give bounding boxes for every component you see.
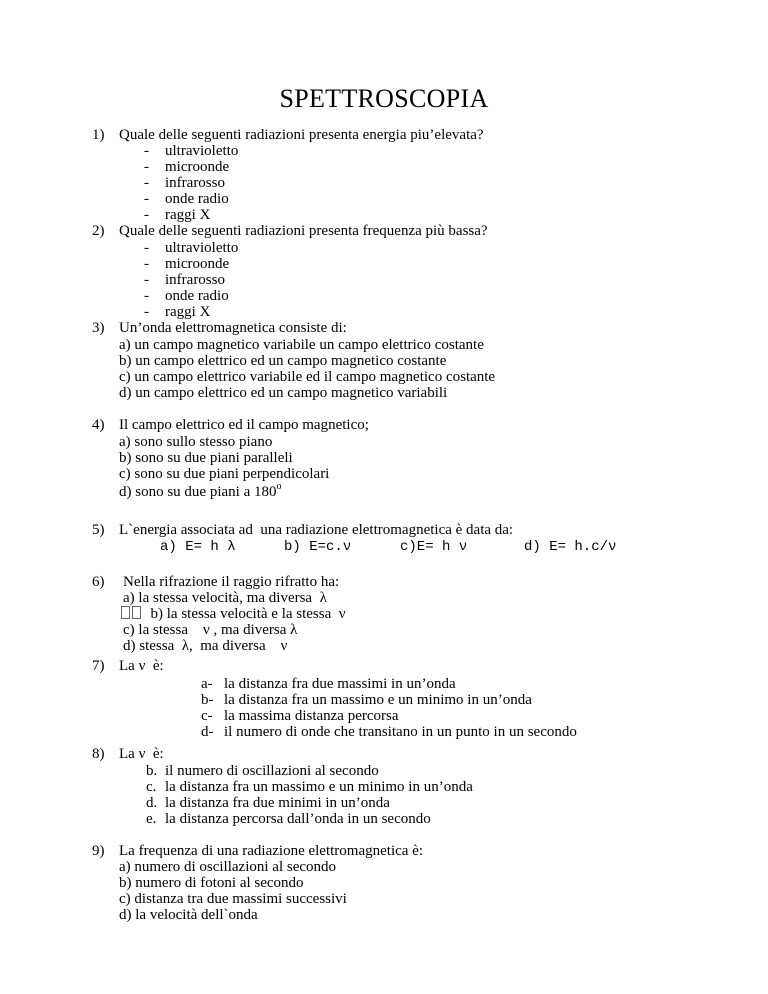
question-1-option: raggi X — [165, 207, 211, 223]
page-title: SPETTROSCOPIA — [279, 84, 489, 113]
question-9-number: 9) — [92, 843, 105, 859]
question-1-option: infrarosso — [165, 175, 225, 191]
question-6-option: c) la stessa ν , ma diversa λ — [123, 622, 298, 638]
question-4-option: b) sono su due piani paralleli — [119, 450, 293, 466]
question-7-option-letter: b- — [201, 692, 214, 708]
missing-glyph-icon — [132, 606, 141, 619]
question-9-option: b) numero di fotoni al secondo — [119, 875, 304, 891]
question-3-option: d) un campo elettrico ed un campo magnetico variabili — [119, 385, 448, 401]
question-3-option: b) un campo elettrico ed un campo magnetico costante — [119, 353, 447, 369]
option-dash: - — [144, 207, 149, 223]
question-8-option: il numero di oscillazioni al secondo — [165, 763, 379, 779]
question-8-option: la distanza percorsa dall’onda in un secondo — [165, 811, 431, 827]
option-dash: - — [144, 288, 149, 304]
option-dash: - — [144, 143, 149, 159]
option-dash: - — [144, 159, 149, 175]
question-4-option: a) sono sullo stesso piano — [119, 434, 273, 450]
question-3-option: c) un campo elettrico variabile ed il campo magnetico costante — [119, 369, 496, 385]
question-2-option: ultravioletto — [165, 240, 239, 256]
question-1-text: Quale delle seguenti radiazioni presenta energia piu’elevata? — [119, 127, 484, 143]
question-1-number: 1) — [92, 127, 105, 143]
question-7-option-letter: d- — [201, 724, 214, 740]
question-4-option: c) sono su due piani perpendicolari — [119, 466, 330, 482]
option-dash: - — [144, 175, 149, 191]
question-7-option-letter: c- — [201, 708, 213, 724]
question-7-number: 7) — [92, 658, 105, 674]
question-2-option: onde radio — [165, 288, 229, 304]
question-9-text: La frequenza di una radiazione elettromagnetica è: — [119, 843, 423, 859]
question-8-text: La ν è: — [119, 746, 164, 762]
question-6-option: b) la stessa velocità e la stessa ν — [121, 606, 346, 622]
question-6-text: Nella rifrazione il raggio rifratto ha: — [123, 574, 340, 590]
question-5-option: c)E= h ν — [400, 539, 468, 555]
missing-glyph-icon — [121, 606, 130, 619]
question-6-option: d) stessa λ, ma diversa ν — [123, 638, 288, 654]
question-5-text: L`energia associata ad una radiazione elettromagnetica è data da: — [119, 522, 514, 538]
question-6-number: 6) — [92, 574, 105, 590]
question-4-text: Il campo elettrico ed il campo magnetico; — [119, 417, 369, 433]
question-2-option: raggi X — [165, 304, 211, 320]
question-9-option: d) la velocità dell`onda — [119, 907, 258, 923]
question-1-option: onde radio — [165, 191, 229, 207]
question-2-text: Quale delle seguenti radiazioni presenta frequenza più bassa? — [119, 223, 488, 239]
question-4-option-degrees — [119, 481, 282, 500]
question-5-option: b) E=c.ν — [284, 539, 352, 555]
question-2-option: microonde — [165, 256, 230, 272]
question-9-option: c) distanza tra due massimi successivi — [119, 891, 347, 907]
question-9-option: a) numero di oscillazioni al secondo — [119, 859, 337, 875]
question-8-option-letter: b. — [146, 763, 158, 779]
question-7-option-letter: a- — [201, 676, 213, 692]
question-2-option: infrarosso — [165, 272, 225, 288]
option-dash: - — [144, 304, 149, 320]
question-8-option: la distanza fra un massimo e un minimo in un’onda — [165, 779, 473, 795]
question-8-number: 8) — [92, 746, 105, 762]
question-8-option-letter: e. — [146, 811, 157, 827]
option-dash: - — [144, 256, 149, 272]
question-7-option: la distanza fra un massimo e un minimo in un’onda — [224, 692, 532, 708]
option-dash: - — [144, 272, 149, 288]
question-3-text: Un’onda elettromagnetica consiste di: — [119, 320, 347, 336]
question-7-text: La ν è: — [119, 658, 164, 674]
question-6-option: a) la stessa velocità, ma diversa λ — [123, 590, 327, 606]
question-7-option: la distanza fra due massimi in un’onda — [224, 676, 456, 692]
question-8-option-letter: c. — [146, 779, 157, 795]
question-3-option: a) un campo magnetico variabile un campo elettrico costante — [119, 337, 484, 353]
question-3-number: 3) — [92, 320, 105, 336]
option-dash: - — [144, 240, 149, 256]
degree-symbol: o — [276, 481, 282, 492]
question-8-option-letter: d. — [146, 795, 158, 811]
question-8-option: la distanza fra due minimi in un’onda — [165, 795, 390, 811]
question-4-option: d) sono su due piani a 180 — [119, 484, 277, 500]
option-dash: - — [144, 191, 149, 207]
question-5-option: a) E= h λ — [160, 539, 236, 555]
question-7-option: la massima distanza percorsa — [224, 708, 399, 724]
question-1-option: ultravioletto — [165, 143, 239, 159]
question-2-number: 2) — [92, 223, 105, 239]
question-7-option: il numero di onde che transitano in un punto in un secondo — [224, 724, 577, 740]
question-5-number: 5) — [92, 522, 105, 538]
question-4-number: 4) — [92, 417, 105, 433]
question-5-option: d) E= h.c/ν — [524, 539, 617, 555]
question-1-option: microonde — [165, 159, 230, 175]
